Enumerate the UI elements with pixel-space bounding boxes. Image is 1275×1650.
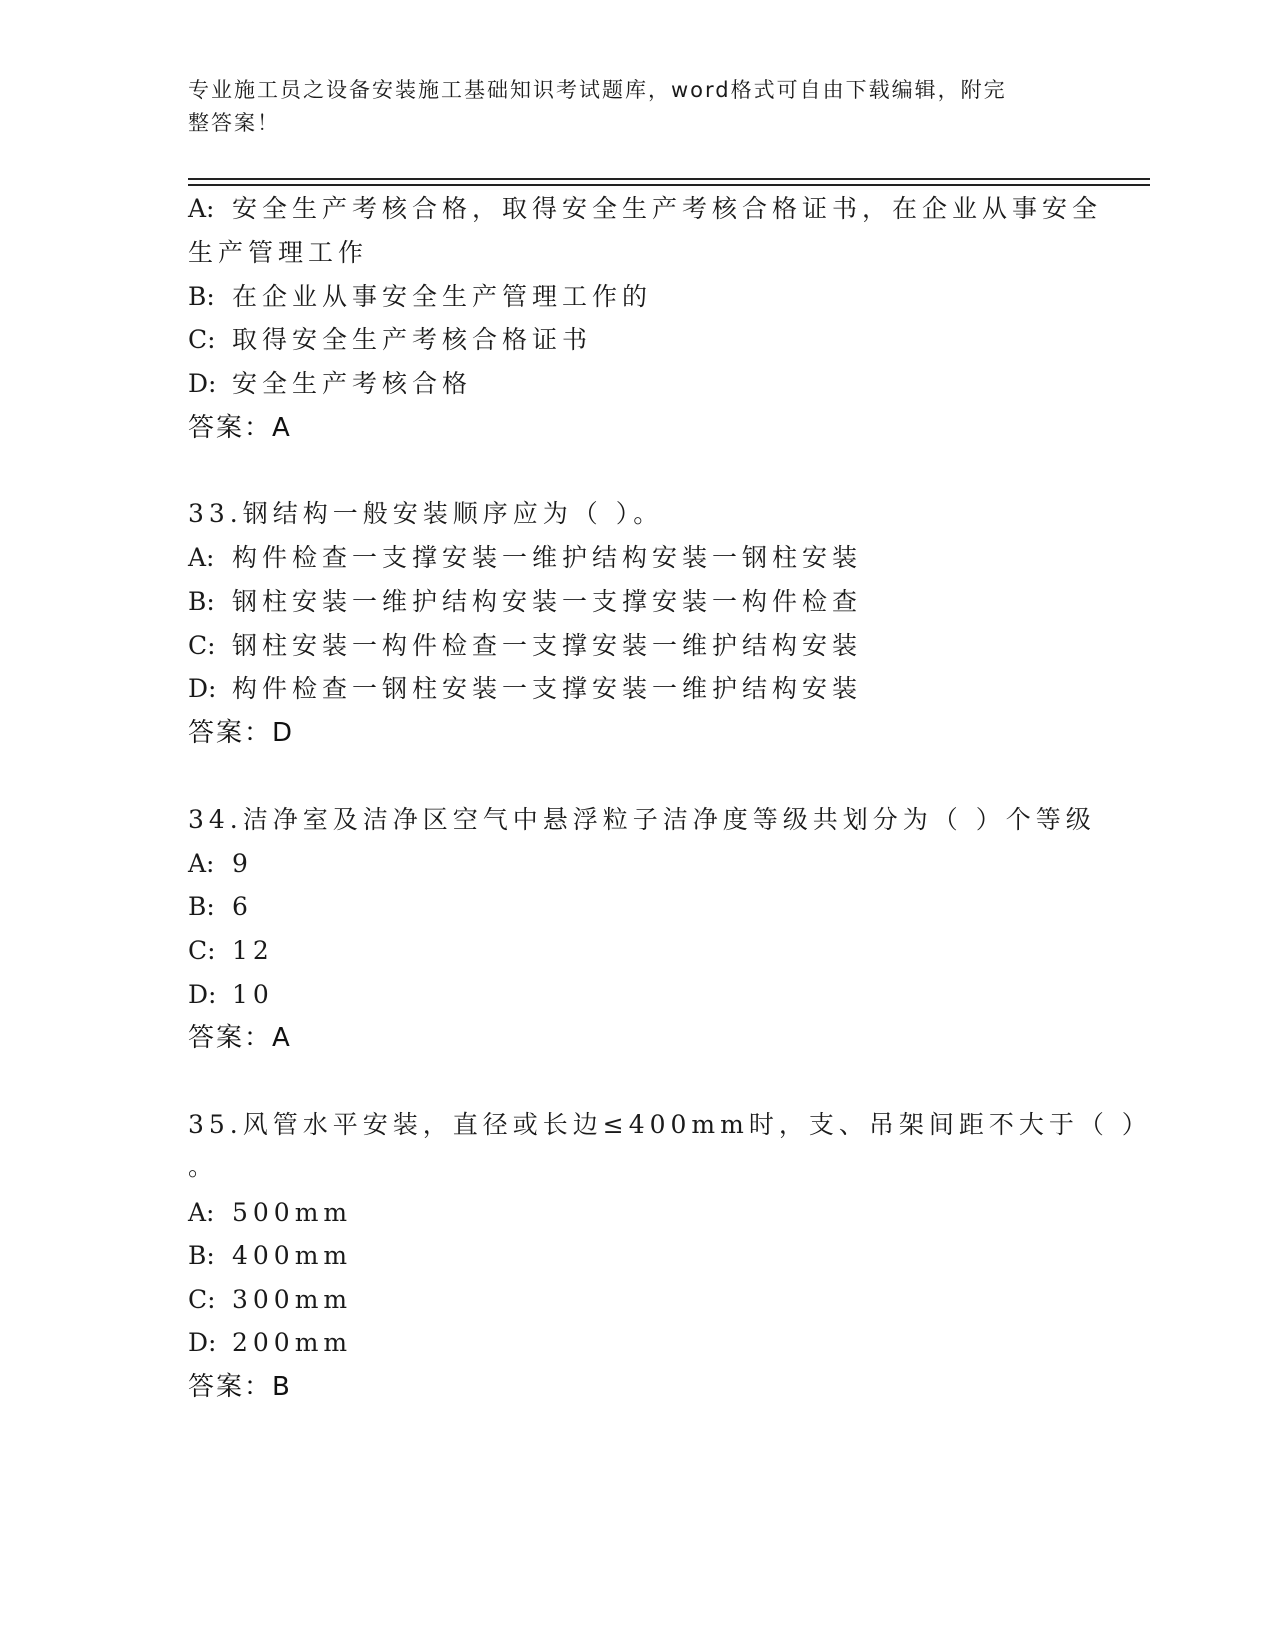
option-text: 安全生产考核合格 xyxy=(232,369,473,398)
q35-question-continuation: 。 xyxy=(188,1152,219,1181)
option-text: 400mm xyxy=(232,1241,353,1270)
option-letter: B: xyxy=(188,282,215,311)
option-letter: B: xyxy=(188,1241,215,1270)
q34-option-b xyxy=(188,891,253,923)
q33-option-a xyxy=(188,542,862,574)
option-text: 安全生产考核合格，取得安全生产考核合格证书，在企业从事安全 xyxy=(232,194,1103,223)
option-letter: C: xyxy=(188,631,216,660)
q35-question: 35.风管水平安装，直径或长边≤400mm时，支、吊架间距不大于（ ） xyxy=(188,1110,1152,1139)
option-letter: A: xyxy=(188,849,215,878)
q33-answer: 答案：D xyxy=(188,718,295,748)
option-letter: B: xyxy=(188,587,215,616)
option-letter: C: xyxy=(188,1285,216,1314)
q34-option-c xyxy=(188,935,274,967)
option-letter: D: xyxy=(188,674,217,703)
option-text: 12 xyxy=(232,936,274,965)
header-divider-top xyxy=(188,178,1150,180)
q32-option-a xyxy=(188,193,1102,225)
q35-answer: 答案：B xyxy=(188,1372,292,1402)
q34-question: 34.洁净室及洁净区空气中悬浮粒子洁净度等级共划分为（ ）个等级 xyxy=(188,805,1096,834)
option-text: 取得安全生产考核合格证书 xyxy=(232,325,593,354)
option-text: 在企业从事安全生产管理工作的 xyxy=(232,282,653,311)
q33-option-d xyxy=(188,673,862,705)
q32-option-a-continuation: 生产管理工作 xyxy=(188,238,369,267)
q32-option-b xyxy=(188,281,652,313)
q34-answer: 答案：A xyxy=(188,1023,292,1053)
q33-question: 33.钢结构一般安装顺序应为（ ）。 xyxy=(188,499,664,528)
q35-option-a xyxy=(188,1197,352,1229)
header-line-2: 整答案！ xyxy=(188,111,280,135)
option-letter: C: xyxy=(188,936,216,965)
q35-option-b xyxy=(188,1240,352,1272)
option-letter: C: xyxy=(188,325,216,354)
q33-option-c xyxy=(188,630,862,662)
option-letter: A: xyxy=(188,194,215,223)
option-text: 6 xyxy=(232,892,253,921)
q34-option-a xyxy=(188,848,253,880)
q35-option-c xyxy=(188,1284,352,1316)
option-text: 构件检查一支撑安装一维护结构安装一钢柱安装 xyxy=(232,543,863,572)
option-text: 10 xyxy=(232,980,274,1009)
q35-option-d xyxy=(188,1327,352,1359)
option-text: 钢柱安装一构件检查一支撑安装一维护结构安装 xyxy=(232,631,863,660)
option-text: 钢柱安装一维护结构安装一支撑安装一构件检查 xyxy=(232,587,863,616)
q33-option-b xyxy=(188,586,862,618)
header-line-1: 专业施工员之设备安装施工基础知识考试题库，word格式可自由下载编辑，附完 xyxy=(188,78,1007,102)
document-header xyxy=(188,74,1068,140)
header-divider-bottom xyxy=(188,184,1150,186)
option-letter: D: xyxy=(188,980,217,1009)
option-text: 构件检查一钢柱安装一支撑安装一维护结构安装 xyxy=(232,674,863,703)
option-letter: A: xyxy=(188,1198,215,1227)
option-letter: A: xyxy=(188,543,215,572)
option-text: 200mm xyxy=(232,1328,353,1357)
q34-option-d xyxy=(188,979,274,1011)
q32-answer: 答案：A xyxy=(188,413,292,443)
option-text: 300mm xyxy=(232,1285,353,1314)
option-letter: D: xyxy=(188,369,217,398)
option-text: 500mm xyxy=(232,1198,353,1227)
option-text: 9 xyxy=(232,849,253,878)
option-letter: D: xyxy=(188,1328,217,1357)
option-letter: B: xyxy=(188,892,215,921)
q32-option-d xyxy=(188,368,472,400)
q32-option-c xyxy=(188,324,592,356)
